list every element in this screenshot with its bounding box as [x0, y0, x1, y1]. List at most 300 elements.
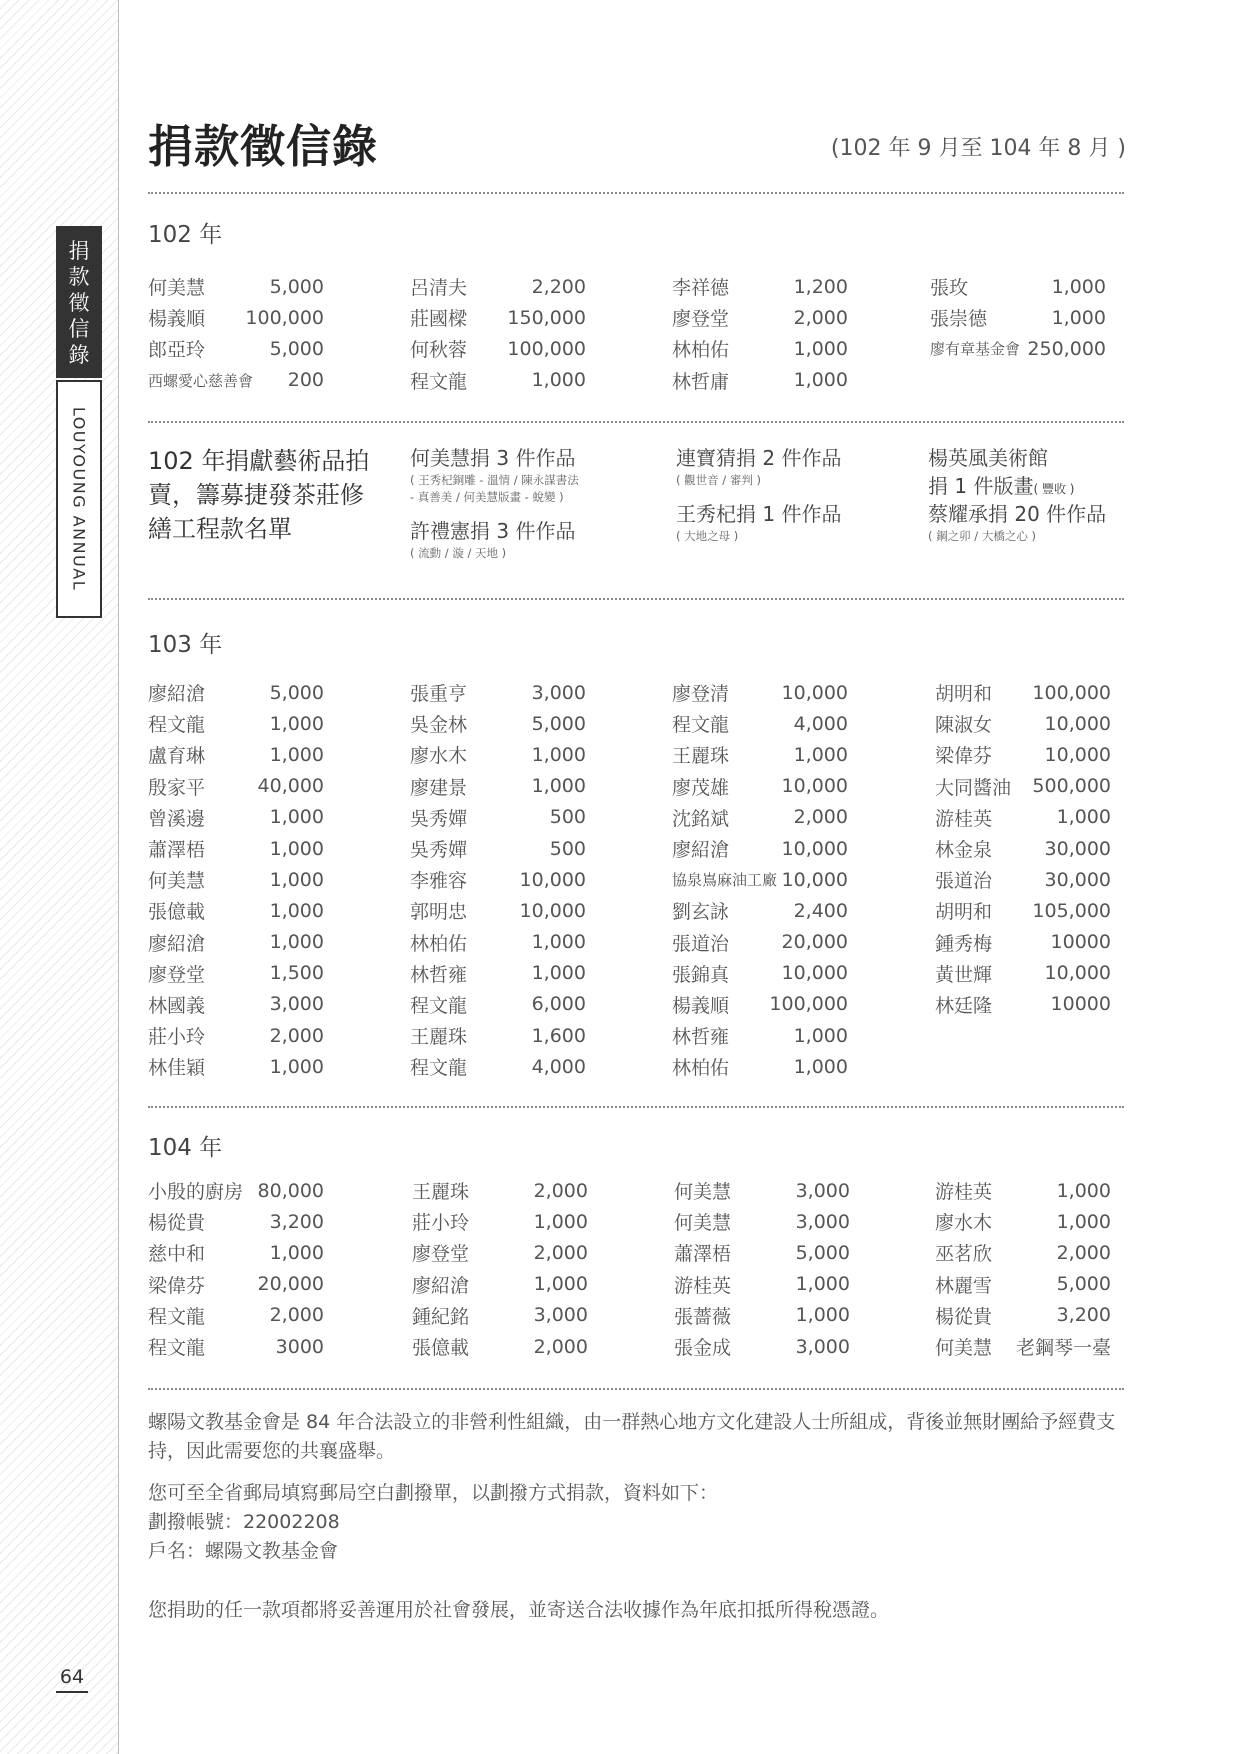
side-tab-char: 款: [68, 265, 90, 289]
donor-name: 廖茂雄: [672, 776, 730, 799]
donor-name: 林廷隆: [935, 994, 993, 1017]
donor-name: 林柏佑: [672, 339, 730, 362]
donation-amount: 500,000: [1032, 775, 1111, 798]
donation-amount: 200: [287, 369, 324, 392]
page-period: (102 年 9 月至 104 年 8 月 ): [830, 136, 1126, 161]
donor-row: [935, 1206, 1111, 1237]
donation-amount: 500: [549, 806, 586, 829]
donor-row: [672, 1020, 848, 1051]
auction-item: [410, 517, 575, 562]
donor-row: [410, 365, 586, 396]
donation-amount: 3,200: [1056, 1304, 1111, 1327]
donation-amount: 2,000: [533, 1241, 588, 1264]
donation-amount: 1,000: [269, 1055, 324, 1078]
donation-amount: 10,000: [519, 899, 586, 922]
donor-name: 程文龍: [148, 1337, 206, 1360]
donor-row: [672, 677, 848, 708]
donor-row: [672, 771, 848, 802]
donation-amount: 3,200: [269, 1210, 324, 1233]
donation-amount: 1,000: [269, 899, 324, 922]
donor-name: 廖登堂: [412, 1243, 470, 1266]
donor-name: 郭明忠: [410, 901, 468, 924]
donor-row: [410, 271, 586, 302]
page-number: 64: [56, 1666, 88, 1693]
donor-row: [412, 1331, 588, 1362]
donor-name: 廖紹滄: [148, 683, 206, 706]
donation-amount: 1,000: [1056, 1179, 1111, 1202]
donor-name: 程文龍: [410, 994, 468, 1017]
donor-name: 吳秀嬋: [410, 807, 468, 830]
donor-row: [935, 833, 1111, 864]
donor-row: [930, 333, 1106, 364]
donor-name: 陳淑女: [935, 714, 993, 737]
donor-name: 廖有章基金會: [930, 340, 1021, 359]
donation-amount: 3000: [275, 1335, 324, 1358]
donation-amount: 2,400: [793, 899, 848, 922]
donor-row: [672, 927, 848, 958]
donor-row: [148, 1237, 324, 1268]
donation-amount: 10,000: [1044, 962, 1111, 985]
donor-row: [148, 677, 324, 708]
donor-row: [410, 1020, 586, 1051]
instruction-line: 您可至全省郵局填寫郵局空白劃撥單，以劃撥方式捐款，資料如下：: [148, 1482, 719, 1504]
donor-row: [412, 1175, 588, 1206]
donor-name: 廖登堂: [148, 963, 206, 986]
donor-name: 盧育琳: [148, 745, 206, 768]
donor-row: [935, 1269, 1111, 1300]
auction-item-main: 許禮憲捐 3 件作品: [410, 519, 576, 543]
donor-row: [148, 271, 324, 302]
donor-row: [148, 771, 324, 802]
donor-name: 林哲雍: [672, 1026, 730, 1049]
donor-name: 林柏佑: [672, 1057, 730, 1080]
donor-name: 程文龍: [410, 370, 468, 393]
donor-name: 程文龍: [148, 1305, 206, 1328]
donor-row: [148, 1269, 324, 1300]
donor-name: 王麗珠: [410, 1026, 468, 1049]
donor-row: [935, 864, 1111, 895]
donation-amount: 150,000: [507, 306, 586, 329]
auction-item-detail: ( 觀世音 / 審判 ): [676, 473, 761, 487]
side-tab-char: 徵: [68, 291, 90, 315]
auction-item-main: 何美慧捐 3 件作品: [410, 446, 576, 470]
year-heading-104: 104 年: [148, 1135, 223, 1161]
donor-name: 巫茗欣: [935, 1243, 993, 1266]
donation-amount: 2,000: [793, 806, 848, 829]
donor-name: 何美慧: [148, 277, 206, 300]
donor-row: [672, 802, 848, 833]
donor-row: [148, 1175, 324, 1206]
donor-row: [410, 864, 586, 895]
donor-column: [410, 677, 586, 1082]
donor-name: 鍾秀梅: [935, 932, 993, 955]
postal-account: 劃撥帳號：22002208: [148, 1511, 340, 1533]
side-tab-char: 錄: [68, 343, 90, 367]
auction-item-detail: ( 鋼之卯 / 大橋之心 ): [928, 529, 1036, 543]
donor-name: 楊從貴: [935, 1305, 993, 1328]
donor-row: [674, 1237, 850, 1268]
donor-column: [148, 677, 324, 1082]
donor-row: [148, 989, 324, 1020]
donor-name: 楊從貴: [148, 1212, 206, 1235]
donor-name: 張重亨: [410, 683, 468, 706]
donation-amount: 10,000: [781, 962, 848, 985]
donor-row: [935, 677, 1111, 708]
donation-amount: 1,000: [793, 337, 848, 360]
donor-name: 梁偉芬: [148, 1274, 206, 1297]
donor-row: [148, 1300, 324, 1331]
donation-amount: 1,000: [269, 868, 324, 891]
donor-row: [935, 958, 1111, 989]
side-tab-char: 捐: [68, 239, 90, 263]
donor-row: [672, 708, 848, 739]
auction-item-detail: ( 王秀杞銅雕 - 溫情 / 陳永謀書法: [410, 473, 579, 487]
donation-amount: 10,000: [781, 775, 848, 798]
donation-amount: 105,000: [1032, 899, 1111, 922]
donation-amount: 1,000: [793, 369, 848, 392]
donor-row: [410, 333, 586, 364]
donation-amount: 2,000: [793, 306, 848, 329]
donor-name: 協泉嶌麻油工廠: [672, 871, 778, 890]
donation-instructions: [148, 1479, 1128, 1566]
donation-amount: 5,000: [531, 712, 586, 735]
donor-name: 莊小玲: [148, 1026, 206, 1049]
donor-column: [935, 1175, 1111, 1362]
donor-row: [410, 302, 586, 333]
donor-name: 何美慧: [674, 1212, 732, 1235]
auction-item-main: 蔡耀承捐 20 件作品: [928, 502, 1107, 526]
donor-row: [935, 927, 1111, 958]
donor-row: [148, 333, 324, 364]
donor-row: [148, 302, 324, 333]
donation-amount: 3,000: [531, 681, 586, 704]
donor-name: 張道治: [672, 932, 730, 955]
foundation-intro: 螺陽文教基金會是 84 年合法設立的非營利性組織，由一群熱心地方文化建設人士所組成，背後並無財團給予經費支持，因此需要您的共襄盛舉。: [148, 1411, 1116, 1462]
donor-row: [935, 1175, 1111, 1206]
donor-row: [935, 895, 1111, 926]
donation-amount: 20,000: [257, 1273, 324, 1296]
donor-row: [935, 802, 1111, 833]
auction-item-main2: 捐 1 件版畫: [928, 474, 1034, 498]
donor-row: [674, 1206, 850, 1237]
donor-column: [148, 1175, 324, 1362]
donor-row: [148, 365, 324, 396]
donation-amount: 40,000: [257, 775, 324, 798]
donor-row: [672, 958, 848, 989]
donor-name: 程文龍: [148, 714, 206, 737]
donor-name: 林佳穎: [148, 1057, 206, 1080]
donation-amount: 1,000: [269, 712, 324, 735]
donor-name: 廖紹滄: [148, 932, 206, 955]
donation-amount: 5,000: [269, 275, 324, 298]
donor-row: [935, 989, 1111, 1020]
donation-amount: 6,000: [531, 993, 586, 1016]
donation-amount: 3,000: [795, 1335, 850, 1358]
divider: [148, 421, 1124, 423]
donor-name: 廖紹滄: [412, 1274, 470, 1297]
donor-name: 黃世輝: [935, 963, 993, 986]
donation-amount: 老鋼琴一臺: [1015, 1337, 1111, 1360]
donation-amount: 10,000: [781, 681, 848, 704]
donation-amount: 1,000: [269, 1241, 324, 1264]
donation-amount: 1,000: [531, 931, 586, 954]
donor-row: [672, 895, 848, 926]
donation-amount: 1,000: [793, 1024, 848, 1047]
donation-amount: 1,000: [531, 369, 586, 392]
donor-row: [672, 739, 848, 770]
donor-row: [148, 708, 324, 739]
donor-name: 張玫: [930, 277, 969, 300]
donation-amount: 2,000: [1056, 1241, 1111, 1264]
auction-item-detail: ( 流動 / 漩 / 天地 ): [410, 546, 507, 560]
donor-row: [672, 864, 848, 895]
donor-name: 莊國樑: [410, 308, 468, 331]
donor-row: [935, 1331, 1111, 1362]
donor-column: [410, 271, 586, 396]
donor-name: 林麗雪: [935, 1274, 993, 1297]
donor-name: 鍾紀銘: [412, 1305, 470, 1328]
donation-amount: 2,000: [533, 1179, 588, 1202]
donation-amount: 3,000: [795, 1179, 850, 1202]
donor-name: 林哲雍: [410, 963, 468, 986]
donation-amount: 2,000: [269, 1024, 324, 1047]
donation-amount: 1,000: [1056, 806, 1111, 829]
donation-amount: 10,000: [519, 868, 586, 891]
donor-name: 廖紹滄: [672, 839, 730, 862]
donor-row: [148, 958, 324, 989]
divider: [148, 1388, 1124, 1390]
donation-amount: 1,000: [793, 743, 848, 766]
donation-amount: 1,000: [533, 1273, 588, 1296]
donor-name: 劉玄詠: [672, 901, 730, 924]
donor-column: [148, 271, 324, 396]
donor-name: 張億載: [412, 1337, 470, 1360]
donor-row: [148, 802, 324, 833]
donor-name: 慈中和: [148, 1243, 206, 1266]
donor-row: [935, 1237, 1111, 1268]
donor-row: [672, 365, 848, 396]
donor-row: [148, 895, 324, 926]
donor-name: 蕭澤梧: [674, 1243, 732, 1266]
donation-amount: 5,000: [795, 1241, 850, 1264]
donor-row: [412, 1269, 588, 1300]
donation-amount: 100,000: [769, 993, 848, 1016]
donor-name: 林國義: [148, 994, 206, 1017]
donor-row: [410, 739, 586, 770]
donation-amount: 1,000: [269, 837, 324, 860]
donor-row: [672, 833, 848, 864]
divider: [148, 192, 1124, 194]
donation-amount: 20,000: [781, 931, 848, 954]
donor-row: [935, 739, 1111, 770]
donor-name: 呂清夫: [410, 277, 468, 300]
donor-name: 游桂英: [935, 807, 993, 830]
donation-amount: 100,000: [1032, 681, 1111, 704]
donation-amount: 10000: [1050, 931, 1111, 954]
donation-amount: 2,000: [269, 1304, 324, 1327]
donation-amount: 1,000: [533, 1210, 588, 1233]
donor-row: [930, 302, 1106, 333]
donation-amount: 1,000: [795, 1304, 850, 1327]
donor-name: 曾溪邊: [148, 807, 206, 830]
donation-amount: 1,000: [269, 806, 324, 829]
donor-name: 林金泉: [935, 839, 993, 862]
donation-amount: 1,000: [531, 962, 586, 985]
donor-row: [410, 802, 586, 833]
donation-amount: 3,000: [269, 993, 324, 1016]
divider: [148, 598, 1124, 600]
donor-row: [148, 739, 324, 770]
donor-row: [410, 989, 586, 1020]
donor-row: [410, 958, 586, 989]
donation-amount: 3,000: [795, 1210, 850, 1233]
page-title: 捐款徵信錄: [148, 120, 379, 173]
donor-row: [672, 271, 848, 302]
donor-column: [935, 677, 1111, 1020]
side-tab-annual: [56, 380, 102, 618]
donor-name: 楊義順: [672, 994, 730, 1017]
annual-label: LOUYOUNG ANNUAL: [69, 406, 89, 592]
donor-name: 李雅容: [410, 870, 468, 893]
donor-row: [672, 333, 848, 364]
donor-name: 程文龍: [672, 714, 730, 737]
donor-name: 殷家平: [148, 776, 206, 799]
donor-row: [674, 1269, 850, 1300]
donation-amount: 2,000: [533, 1335, 588, 1358]
donor-name: 游桂英: [935, 1181, 993, 1204]
donation-amount: 2,200: [531, 275, 586, 298]
donation-amount: 1,000: [531, 743, 586, 766]
donor-name: 吳金林: [410, 714, 468, 737]
donor-row: [672, 1051, 848, 1082]
donation-amount: 1,000: [1051, 275, 1106, 298]
year-heading-103: 103 年: [148, 632, 223, 658]
donor-row: [410, 771, 586, 802]
donor-name: 程文龍: [410, 1057, 468, 1080]
donation-amount: 80,000: [257, 1179, 324, 1202]
auction-item: [676, 500, 841, 545]
donor-name: 張道治: [935, 870, 993, 893]
donor-row: [674, 1331, 850, 1362]
donation-amount: 1,000: [531, 775, 586, 798]
auction-item: [928, 500, 1106, 545]
donor-name: 大同醬油: [935, 776, 1012, 799]
auction-item-main: 王秀杞捐 1 件作品: [676, 502, 842, 526]
donation-amount: 4,000: [531, 1055, 586, 1078]
donor-row: [935, 1300, 1111, 1331]
donor-row: [674, 1175, 850, 1206]
donor-row: [935, 771, 1111, 802]
donor-column: [412, 1175, 588, 1362]
donation-amount: 10,000: [1044, 712, 1111, 735]
donation-amount: 10,000: [781, 868, 848, 891]
donor-row: [412, 1237, 588, 1268]
donor-row: [930, 271, 1106, 302]
donor-name: 蕭澤梧: [148, 839, 206, 862]
donor-row: [672, 302, 848, 333]
donor-name: 胡明和: [935, 683, 993, 706]
donor-row: [672, 989, 848, 1020]
donor-column: [672, 271, 848, 396]
auction-title: 102 年捐獻藝術品拍賣，籌募捷發茶莊修繕工程款名單: [148, 447, 370, 543]
donor-row: [410, 895, 586, 926]
auction-item-main-line2: [928, 472, 1074, 503]
donor-row: [148, 833, 324, 864]
donor-name: 張金成: [674, 1337, 732, 1360]
auction-item-detail: ( 大地之母 ): [676, 529, 739, 543]
donation-amount: 250,000: [1027, 337, 1106, 360]
donation-amount: 1,000: [269, 743, 324, 766]
donor-name: 張錦真: [672, 963, 730, 986]
donor-column: [674, 1175, 850, 1362]
donation-amount: 3,000: [533, 1304, 588, 1327]
auction-item-paren: ( 豐收 ): [1033, 482, 1075, 496]
donor-column: [930, 271, 1106, 365]
donation-amount: 1,500: [269, 962, 324, 985]
donor-name: 何美慧: [674, 1181, 732, 1204]
donor-name: 李祥德: [672, 277, 730, 300]
donation-amount: 10,000: [1044, 743, 1111, 766]
donor-name: 張崇德: [930, 308, 988, 331]
donation-amount: 4,000: [793, 712, 848, 735]
donation-amount: 5,000: [269, 337, 324, 360]
donor-row: [148, 1051, 324, 1082]
donor-name: 吳秀嬋: [410, 839, 468, 862]
donor-row: [410, 1051, 586, 1082]
side-tab-char: 信: [68, 317, 90, 341]
donation-amount: 1,000: [269, 931, 324, 954]
donor-name: 廖水木: [410, 745, 468, 768]
donation-amount: 1,600: [531, 1024, 586, 1047]
donor-name: 廖登清: [672, 683, 730, 706]
donor-name: 林柏佑: [410, 932, 468, 955]
donor-name: 梁偉芬: [935, 745, 993, 768]
donor-row: [148, 1206, 324, 1237]
donor-name: 張億載: [148, 901, 206, 924]
side-tab-section-title: [56, 226, 102, 378]
donor-name: 何美慧: [935, 1337, 993, 1360]
donor-name: 楊義順: [148, 308, 206, 331]
donor-name: 西螺愛心慈善會: [148, 371, 254, 390]
divider: [148, 1106, 1124, 1108]
donor-row: [674, 1300, 850, 1331]
donor-row: [148, 864, 324, 895]
donor-name: 游桂英: [674, 1274, 732, 1297]
auction-item: [410, 444, 579, 506]
donor-row: [148, 1331, 324, 1362]
donor-row: [410, 708, 586, 739]
donor-row: [410, 927, 586, 958]
donor-name: 郎亞玲: [148, 339, 206, 362]
donation-amount: 100,000: [245, 306, 324, 329]
auction-item-detail: - 真善美 / 何美慧版畫 - 蛻變 ): [410, 490, 564, 504]
donor-name: 張薔薇: [674, 1305, 732, 1328]
auction-item: [928, 444, 1074, 503]
donor-name: 廖建景: [410, 776, 468, 799]
donor-name: 沈銘斌: [672, 807, 730, 830]
donation-amount: 1,000: [1056, 1210, 1111, 1233]
donor-row: [410, 677, 586, 708]
donor-name: 莊小玲: [412, 1212, 470, 1235]
donor-name: 王麗珠: [672, 745, 730, 768]
donation-amount: 10,000: [781, 837, 848, 860]
donor-row: [148, 1020, 324, 1051]
donation-amount: 500: [549, 837, 586, 860]
donor-name: 廖水木: [935, 1212, 993, 1235]
donor-name: 林哲庸: [672, 370, 730, 393]
receipt-note: 您捐助的任一款項都將妥善運用於社會發展，並寄送合法收據作為年底扣抵所得稅憑證。: [148, 1599, 890, 1621]
donation-amount: 1,000: [795, 1273, 850, 1296]
